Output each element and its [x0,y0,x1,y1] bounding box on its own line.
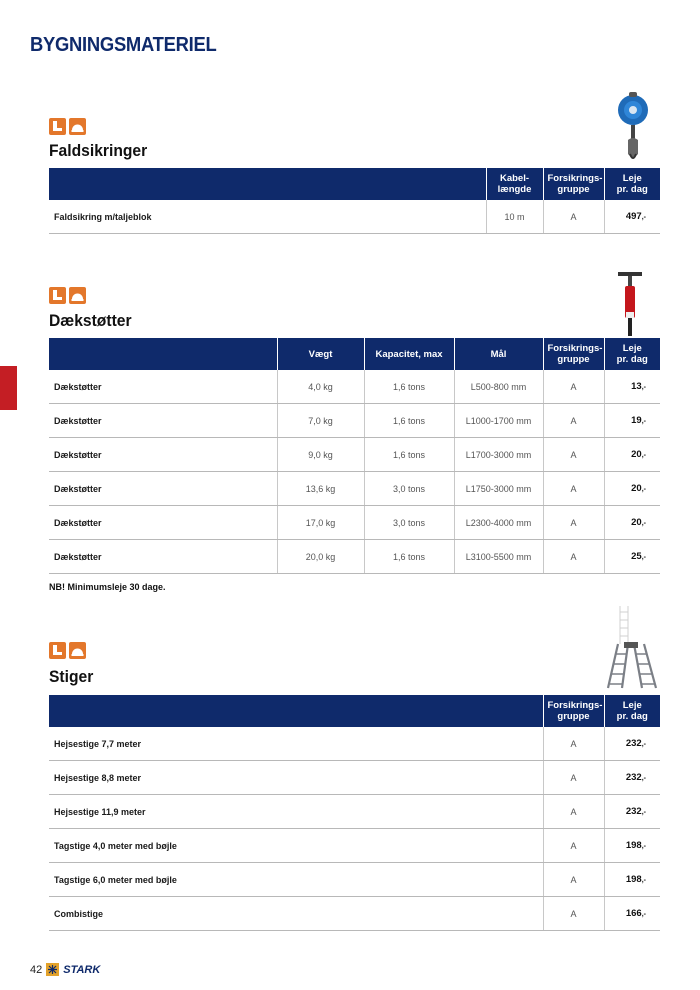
product-name: Tagstige 4,0 meter med bøjle [49,829,543,863]
rent-price: 198,- [604,829,660,863]
weight: 7,0 kg [277,404,364,438]
header-rent-per-day: Leje pr. dag [604,168,660,200]
product-name: Dækstøtter [49,404,277,438]
product-name: Tagstige 6,0 meter med bøjle [49,863,543,897]
rent-price: 20,- [604,438,660,472]
table-row [49,472,660,506]
size: L1750-3000 mm [454,472,543,506]
rent-price: 166,- [604,897,660,931]
rent-price: 232,- [604,727,660,761]
section-title-daekstotter: Dækstøtter [49,311,132,330]
product-name: Hejsestige 11,9 meter [49,795,543,829]
product-name: Dækstøtter [49,438,277,472]
insurance-group: A [543,897,604,931]
page-number: 42 [30,963,43,976]
safety-boot-icon [49,642,66,659]
capacity: 1,6 tons [364,370,454,404]
rent-price: 13,- [604,370,660,404]
table-row [49,863,660,897]
header-rent-per-day: Leje pr. dag [604,338,660,370]
cable-length: 10 m [486,200,543,234]
header-weight: Vægt [277,338,364,370]
size: L1000-1700 mm [454,404,543,438]
safety-boot-icon [49,118,66,135]
product-name: Faldsikring m/taljeblok [49,200,486,234]
page-title: BYGNINGSMATERIEL [30,34,217,56]
hard-hat-icon [69,118,86,135]
product-name: Hejsestige 8,8 meter [49,761,543,795]
hard-hat-icon [69,642,86,659]
product-name: Dækstøtter [49,540,277,574]
insurance-group: A [543,404,604,438]
capacity: 3,0 tons [364,506,454,540]
brand-name: STARK [63,963,101,976]
section-title-stiger: Stiger [49,667,94,686]
table-row [49,540,660,574]
insurance-group: A [543,795,604,829]
safety-icons [49,287,86,304]
product-name: Dækstøtter [49,506,277,540]
ladder-image [604,604,660,690]
size: L3100-5500 mm [454,540,543,574]
insurance-group: A [543,200,604,234]
stiger-table [49,695,660,931]
header-blank [49,168,486,200]
size: L500-800 mm [454,370,543,404]
table-row [49,506,660,540]
rent-price: 19,- [604,404,660,438]
stark-logo-icon [46,963,59,976]
faldsikringer-table [49,168,660,234]
weight: 9,0 kg [277,438,364,472]
table-row [49,404,660,438]
header-capacity: Kapacitet, max [364,338,454,370]
table-row [49,370,660,404]
header-cable-length: Kabel- længde [486,168,543,200]
insurance-group: A [543,370,604,404]
insurance-group: A [543,472,604,506]
capacity: 1,6 tons [364,438,454,472]
capacity: 1,6 tons [364,540,454,574]
section-tab-marker [0,366,17,410]
rent-price: 25,- [604,540,660,574]
table-row [49,829,660,863]
product-name: Combistige [49,897,543,931]
rent-price: 232,- [604,761,660,795]
header-insurance-group: Forsikrings- gruppe [543,695,604,727]
header-blank [49,338,277,370]
table-row [49,727,660,761]
insurance-group: A [543,761,604,795]
insurance-group: A [543,863,604,897]
rent-price: 20,- [604,472,660,506]
header-insurance-group: Forsikrings- gruppe [543,168,604,200]
safety-icons [49,642,86,659]
weight: 20,0 kg [277,540,364,574]
insurance-group: A [543,438,604,472]
rent-price: 20,- [604,506,660,540]
product-name: Hejsestige 7,7 meter [49,727,543,761]
weight: 4,0 kg [277,370,364,404]
hard-hat-icon [69,287,86,304]
rent-price: 232,- [604,795,660,829]
weight: 13,6 kg [277,472,364,506]
minimum-rent-note: NB! Minimumsleje 30 dage. [49,582,166,592]
header-blank [49,695,543,727]
safety-icons [49,118,86,135]
section-title-faldsikringer: Faldsikringer [49,141,148,160]
table-row [49,438,660,472]
header-rent-per-day: Leje pr. dag [604,695,660,727]
insurance-group: A [543,829,604,863]
size: L1700-3000 mm [454,438,543,472]
table-row [49,200,660,234]
table-row [49,795,660,829]
table-row [49,761,660,795]
capacity: 1,6 tons [364,404,454,438]
product-name: Dækstøtter [49,370,277,404]
product-name: Dækstøtter [49,472,277,506]
floor-prop-image [615,270,645,338]
header-insurance-group: Forsikrings- gruppe [543,338,604,370]
insurance-group: A [543,506,604,540]
fall-arrester-image [614,90,652,166]
rent-price: 497,- [604,200,660,234]
size: L2300-4000 mm [454,506,543,540]
page-footer [30,963,100,976]
capacity: 3,0 tons [364,472,454,506]
daekstotter-table [49,338,660,574]
header-size: Mål [454,338,543,370]
rent-price: 198,- [604,863,660,897]
safety-boot-icon [49,287,66,304]
weight: 17,0 kg [277,506,364,540]
table-row [49,897,660,931]
insurance-group: A [543,540,604,574]
insurance-group: A [543,727,604,761]
